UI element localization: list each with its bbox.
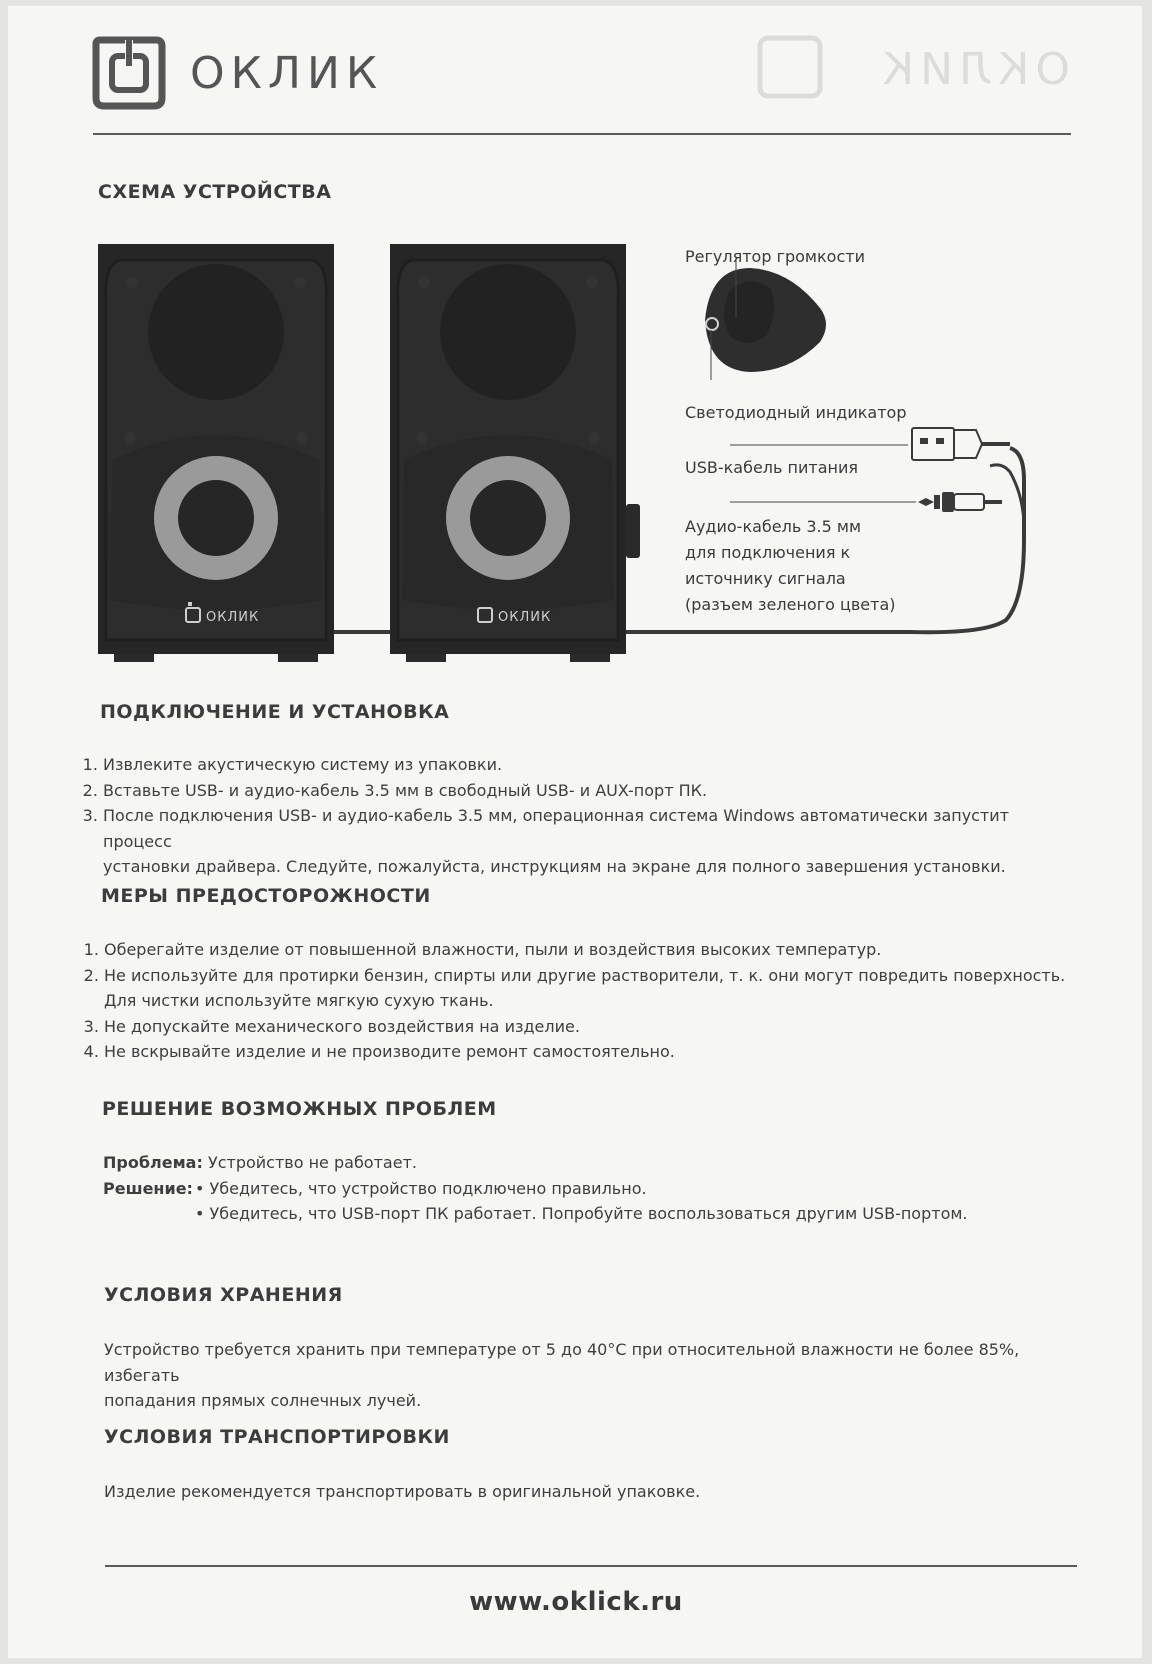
right-speaker-image	[390, 244, 640, 662]
transport-heading: УСЛОВИЯ ТРАНСПОРТИРОВКИ	[104, 1426, 450, 1448]
volume-label: Регулятор громкости	[685, 247, 865, 266]
list-item: 3. После подключения USB- и аудио-кабель 3.5 мм, операционная система Windows автоматически запустит процесс установки драйвера. Следуйте, пожалуйста, инструкциям на экране для полного завершения установки.	[103, 803, 1081, 880]
storage-heading: УСЛОВИЯ ХРАНЕНИЯ	[104, 1284, 343, 1306]
audio-cable-label: Аудио-кабель 3.5 мм для подключения к источнику сигнала (разъем зеленого цвета)	[685, 517, 896, 614]
led-label: Светодиодный индикатор	[685, 403, 907, 422]
footer-rule	[105, 1565, 1077, 1567]
header-rule	[93, 133, 1071, 135]
list-item: 2. Не используйте для протирки бензин, спирты или другие растворители, т. к. они могут повредить поверхность. Для чистки используйте мягкую сухую ткань.	[104, 963, 1092, 1014]
connection-list	[81, 752, 1081, 880]
svg-text:ОКЛИК: ОКЛИК	[876, 44, 1070, 95]
volume-knob	[705, 268, 826, 372]
precautions-heading: МЕРЫ ПРЕДОСТОРОЖНОСТИ	[101, 885, 431, 907]
list-item: 2. Вставьте USB- и аудио-кабель 3.5 мм в свободный USB- и AUX-порт ПК.	[103, 778, 1081, 804]
list-item: 1. Оберегайте изделие от повышенной влажности, пыли и воздействия высоких температур.	[104, 937, 1092, 963]
device-diagram	[90, 240, 1080, 670]
troubleshooting-block: Проблема: Устройство не работает. Решение: • Убедитесь, что устройство подключено правильно. • Убедитесь, что USB-порт ПК работает. Попробуйте воспользоваться другим USB-портом.	[103, 1153, 968, 1223]
transport-text: Изделие рекомендуется транспортировать в оригинальной упаковке.	[104, 1482, 701, 1501]
precautions-list	[82, 937, 1092, 1065]
list-item: 1. Извлеките акустическую систему из упаковки.	[103, 752, 1081, 778]
list-item: 3. Не допускайте механического воздействия на изделие.	[104, 1014, 1092, 1040]
website-link[interactable]: www.oklick.ru	[469, 1587, 683, 1617]
troubleshooting-heading: РЕШЕНИЕ ВОЗМОЖНЫХ ПРОБЛЕМ	[102, 1098, 497, 1120]
usb-cable-label: USB-кабель питания	[685, 458, 859, 477]
list-item: 4. Не вскрывайте изделие и не производите ремонт самостоятельно.	[104, 1039, 1092, 1065]
show-through-logo	[740, 32, 1070, 102]
scheme-heading: СХЕМА УСТРОЙСТВА	[98, 181, 332, 203]
brand-wordmark: ОКЛИК	[190, 48, 384, 99]
storage-text: Устройство требуется хранить при температуре от 5 до 40°C при относительной влажности не более 85%, избегать попадания прямых солнечных лучей.	[104, 1340, 1020, 1410]
connection-heading: ПОДКЛЮЧЕНИЕ И УСТАНОВКА	[100, 701, 450, 723]
svg-text:ОКЛИК: ОКЛИК	[206, 610, 260, 625]
oklick-logo-icon	[92, 36, 168, 112]
audio-jack-icon	[730, 492, 1002, 512]
left-speaker-image	[98, 244, 334, 662]
svg-text:ОКЛИК: ОКЛИК	[498, 610, 552, 625]
